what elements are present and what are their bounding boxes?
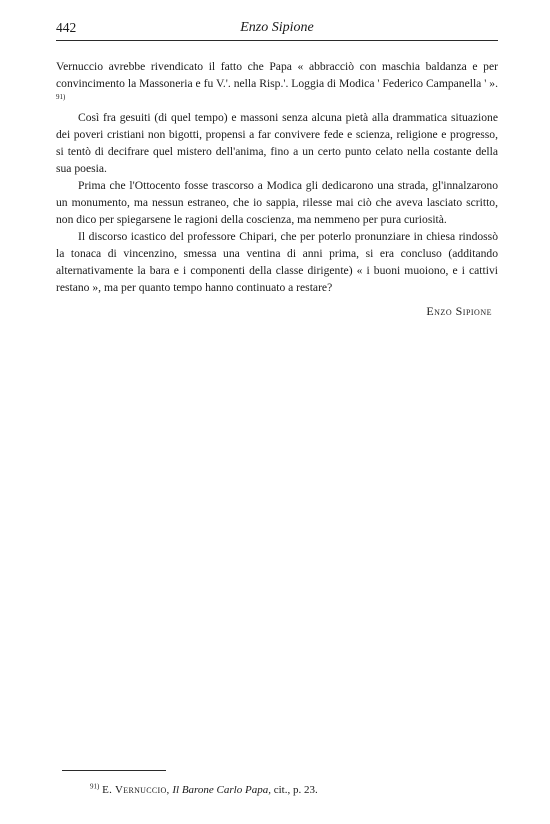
footnote bbox=[90, 784, 318, 796]
footnote-marker: 91) bbox=[90, 782, 100, 791]
paragraph-4: Il discorso icastico del professore Chipari, che per poterlo pronunziare in chiesa rindossò la tonaca di vincenzino, smessa una ventina di anni prima, si era concluso (additando alternativamente la bara e i componenti della classe dirigente) « i buoni muoiono, e i cattivi restano », ma per quanto tempo hanno continuato a restare? bbox=[56, 230, 498, 294]
paragraph-1-text: Vernuccio avrebbe rivendicato il fatto che Papa « abbracciò con maschia baldanza e per convincimento la Massoneria e fu V.'. nella Risp.'. Loggia di Modica ' Federico Campanella ' ». bbox=[56, 60, 498, 90]
page-number: 442 bbox=[56, 20, 77, 35]
author-signature: Enzo Sipione bbox=[426, 304, 492, 318]
footnote-book-title: Il Barone Carlo Papa, bbox=[172, 784, 271, 796]
body-text bbox=[56, 58, 498, 320]
footnote-citation: cit., p. 23. bbox=[273, 784, 318, 796]
page-header bbox=[56, 18, 498, 41]
footnote-reference: 91) bbox=[56, 93, 66, 102]
paragraph-2: Così fra gesuiti (di quel tempo) e massoni senza alcuna pietà alla drammatica situazione dei poveri cristiani non bigotti, propensi a far convivere fede e scienza, religione e progresso, si tentò di decifrare quel mistero dell'anima, fino a un certo punto celato nella costante della sua poesia. bbox=[56, 111, 498, 175]
footnote-divider bbox=[62, 770, 166, 771]
paragraph-1 bbox=[56, 58, 498, 109]
running-title: Enzo Sipione bbox=[240, 20, 314, 35]
paragraph-3: Prima che l'Ottocento fosse trascorso a Modica gli dedicarono una strada, gl'innalzarono un monumento, ma nessun estraneo, che io sappia, rilesse mai ciò che aveva lasciato scritto, non dico per spiegarsene le ragioni della coscienza, ma nemmeno per pura curiosità. bbox=[56, 179, 498, 226]
footnote-author: E. Vernuccio, bbox=[102, 784, 170, 796]
